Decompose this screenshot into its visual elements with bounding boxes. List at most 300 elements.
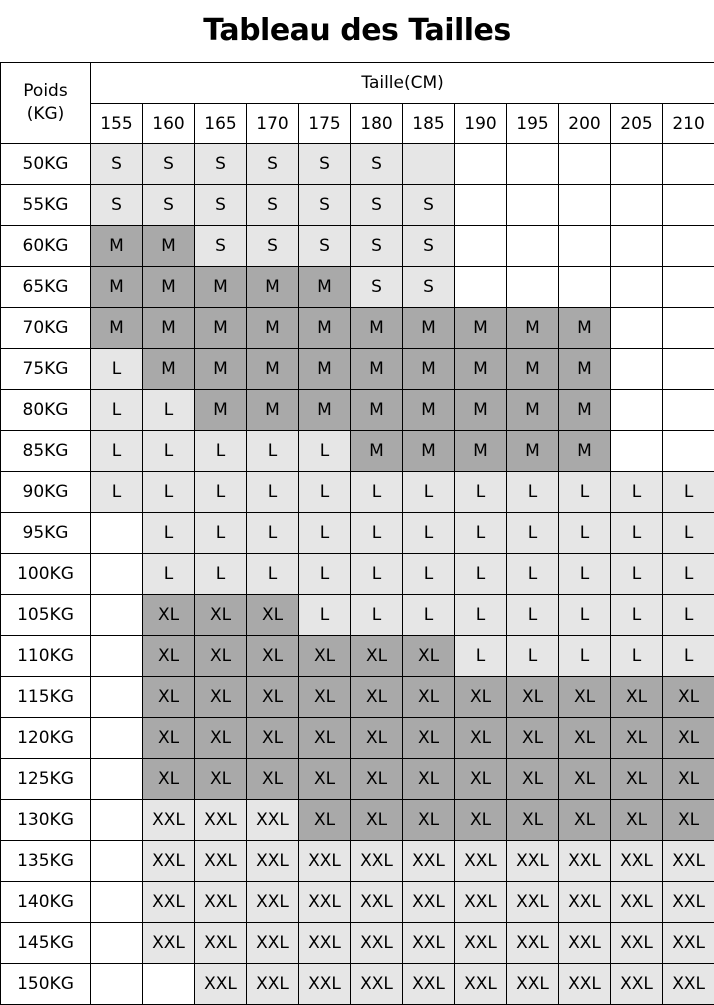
size-cell: XL [455,759,507,800]
weight-cell: 95KG [1,513,91,554]
table-row [1,472,714,513]
size-cell [455,144,507,185]
size-cell [611,349,663,390]
table-row [1,513,714,554]
size-cell: L [455,636,507,677]
size-cell: M [455,308,507,349]
size-cell [663,185,714,226]
table-row [1,800,714,841]
size-cell: L [611,595,663,636]
size-cell [507,185,559,226]
table-row [1,390,714,431]
size-cell: L [247,431,299,472]
weight-cell: 60KG [1,226,91,267]
size-cell [611,185,663,226]
table-row [1,882,714,923]
size-cell: L [403,554,455,595]
size-cell: XXL [507,882,559,923]
size-cell [403,144,455,185]
size-cell [611,431,663,472]
size-cell: L [507,595,559,636]
size-cell: S [195,185,247,226]
size-cell: M [195,349,247,390]
weight-unit: (KG) [26,104,65,124]
height-header-cell: 205 [611,104,663,144]
size-cell: XXL [299,841,351,882]
size-cell: XXL [455,923,507,964]
size-cell [91,841,143,882]
size-cell: M [559,349,611,390]
size-cell: M [351,349,403,390]
size-cell: M [195,267,247,308]
size-cell: S [143,144,195,185]
size-cell: XXL [299,923,351,964]
size-cell: M [143,308,195,349]
size-cell: S [351,185,403,226]
table-row [1,595,714,636]
size-cell: L [351,513,403,554]
size-cell: M [195,308,247,349]
size-cell: XL [455,718,507,759]
size-cell: L [143,472,195,513]
height-header-cell: 210 [663,104,714,144]
size-cell [663,431,714,472]
size-cell: XXL [351,964,403,1005]
size-cell: XXL [403,964,455,1005]
header-row-heights [1,104,714,144]
weight-cell: 150KG [1,964,91,1005]
size-cell: M [559,390,611,431]
weight-cell: 110KG [1,636,91,677]
size-cell: XXL [559,964,611,1005]
size-cell: XXL [299,964,351,1005]
size-cell: L [247,554,299,595]
size-cell: XXL [507,964,559,1005]
size-cell: M [403,308,455,349]
size-cell [611,267,663,308]
height-header-cell: 190 [455,104,507,144]
size-cell: M [403,349,455,390]
weight-cell: 70KG [1,308,91,349]
size-cell: L [507,472,559,513]
size-cell: L [559,554,611,595]
size-cell: XXL [143,800,195,841]
weight-cell: 85KG [1,431,91,472]
size-cell: XL [299,677,351,718]
size-cell: L [351,554,403,595]
size-cell: XL [143,636,195,677]
size-cell: L [455,595,507,636]
height-header-cell: 175 [299,104,351,144]
size-cell: XXL [663,841,714,882]
size-cell: L [663,513,714,554]
size-cell: XL [403,677,455,718]
size-cell: M [299,349,351,390]
table-row [1,841,714,882]
size-cell: L [403,513,455,554]
size-cell: XL [143,595,195,636]
size-cell: S [403,226,455,267]
table-row [1,185,714,226]
size-cell: L [247,513,299,554]
size-cell: L [403,595,455,636]
size-cell: S [91,144,143,185]
weight-cell: 90KG [1,472,91,513]
size-cell: XL [247,636,299,677]
table-row [1,431,714,472]
size-cell: M [91,267,143,308]
size-cell [507,144,559,185]
size-cell: M [91,226,143,267]
size-cell: XL [611,800,663,841]
size-cell: L [351,595,403,636]
size-cell [507,226,559,267]
size-cell: XXL [195,923,247,964]
height-header-cell: 155 [91,104,143,144]
size-cell: XL [403,636,455,677]
size-cell: L [455,472,507,513]
header-row-height-label [1,63,714,104]
size-cell: XL [299,759,351,800]
size-cell: XL [663,677,714,718]
size-cell: XXL [455,964,507,1005]
size-cell [91,718,143,759]
weight-cell: 120KG [1,718,91,759]
size-cell [663,349,714,390]
size-cell: M [559,308,611,349]
weight-cell: 140KG [1,882,91,923]
size-cell: XL [351,718,403,759]
size-cell [91,595,143,636]
size-cell [455,185,507,226]
size-cell: M [455,349,507,390]
size-cell: XL [507,800,559,841]
size-cell: L [351,472,403,513]
size-cell: M [351,431,403,472]
weight-cell: 50KG [1,144,91,185]
size-cell: L [403,472,455,513]
size-cell [455,226,507,267]
size-cell [91,636,143,677]
size-cell: XL [663,759,714,800]
size-cell: L [299,554,351,595]
size-cell: XXL [143,841,195,882]
size-cell: XL [663,800,714,841]
table-row [1,144,714,185]
size-cell [455,267,507,308]
size-cell: XXL [247,882,299,923]
size-cell: L [247,472,299,513]
height-header-cell: 200 [559,104,611,144]
height-header-cell: 165 [195,104,247,144]
size-cell: M [507,349,559,390]
weight-cell: 125KG [1,759,91,800]
size-cell [559,226,611,267]
weight-cell: 80KG [1,390,91,431]
size-cell: M [351,390,403,431]
weight-cell: 100KG [1,554,91,595]
size-cell: M [195,390,247,431]
size-cell: XL [507,759,559,800]
size-cell: XXL [611,841,663,882]
size-cell: M [299,267,351,308]
size-cell [91,964,143,1005]
size-cell: XL [195,636,247,677]
size-cell: XXL [195,964,247,1005]
size-cell: XL [611,718,663,759]
size-cell: L [663,472,714,513]
size-cell: L [299,513,351,554]
size-cell: M [507,431,559,472]
height-header-cell: 185 [403,104,455,144]
size-cell: XXL [559,923,611,964]
weight-cell: 105KG [1,595,91,636]
size-cell: XL [143,718,195,759]
size-cell: XL [403,800,455,841]
size-cell: XL [403,718,455,759]
size-cell: L [299,431,351,472]
size-cell: M [247,267,299,308]
size-cell: L [195,513,247,554]
size-cell: L [299,472,351,513]
table-row [1,718,714,759]
size-cell: XL [247,677,299,718]
size-cell [91,677,143,718]
table-row [1,636,714,677]
size-cell: XL [299,800,351,841]
size-cell: M [143,226,195,267]
weight-cell: 75KG [1,349,91,390]
size-cell [91,800,143,841]
table-row [1,349,714,390]
size-cell: XXL [247,800,299,841]
size-cell: XXL [351,923,403,964]
size-cell: S [299,226,351,267]
page-title: Tableau des Tailles [203,13,511,48]
size-cell: XL [195,759,247,800]
size-cell: M [507,308,559,349]
size-cell: XL [195,595,247,636]
size-cell: S [143,185,195,226]
size-cell: XL [247,595,299,636]
size-cell: M [559,431,611,472]
size-cell [611,226,663,267]
size-cell [507,267,559,308]
size-cell: M [247,390,299,431]
size-cell [91,923,143,964]
size-cell: XXL [247,923,299,964]
size-cell: M [351,308,403,349]
size-cell: XL [351,677,403,718]
height-header-cell: 160 [143,104,195,144]
size-cell: S [403,185,455,226]
size-cell: L [507,513,559,554]
table-row [1,759,714,800]
size-cell: XL [559,800,611,841]
size-cell: L [143,390,195,431]
size-cell: L [299,595,351,636]
size-cell: M [91,308,143,349]
size-cell: XXL [143,923,195,964]
size-cell [559,144,611,185]
size-cell: XXL [663,882,714,923]
size-cell: XL [663,718,714,759]
size-cell: XXL [403,882,455,923]
size-cell [91,882,143,923]
size-cell: XXL [455,882,507,923]
size-cell [663,144,714,185]
size-cell: L [559,595,611,636]
size-cell: XXL [663,964,714,1005]
size-cell: L [559,513,611,554]
size-cell: XL [247,759,299,800]
table-row [1,308,714,349]
size-cell: XL [299,718,351,759]
size-cell: L [455,554,507,595]
size-cell: XXL [195,800,247,841]
size-cell: XL [507,677,559,718]
size-cell: XXL [143,882,195,923]
size-cell: M [143,349,195,390]
size-cell: L [559,636,611,677]
size-cell: S [351,144,403,185]
weight-cell: 55KG [1,185,91,226]
weight-cell: 135KG [1,841,91,882]
size-cell [663,267,714,308]
weight-cell: 130KG [1,800,91,841]
size-cell: L [559,472,611,513]
size-cell: XXL [195,841,247,882]
size-cell: L [611,636,663,677]
size-cell: XXL [559,882,611,923]
size-chart-body [1,144,714,1005]
size-cell [611,308,663,349]
size-cell: L [663,595,714,636]
size-cell: L [195,431,247,472]
size-cell: XL [143,677,195,718]
size-cell: XL [143,759,195,800]
table-row [1,267,714,308]
size-cell: L [507,636,559,677]
size-cell: M [247,308,299,349]
size-cell [611,144,663,185]
size-cell: S [247,226,299,267]
size-cell [663,226,714,267]
size-cell: XL [611,677,663,718]
height-header-cell: 180 [351,104,403,144]
table-row [1,964,714,1005]
size-cell: L [91,390,143,431]
size-cell: L [143,554,195,595]
size-cell: XL [455,800,507,841]
size-cell: S [195,226,247,267]
size-chart-table [0,62,714,1005]
size-cell: XL [351,800,403,841]
size-cell: XL [299,636,351,677]
size-cell [663,390,714,431]
size-cell [559,185,611,226]
size-cell: M [507,390,559,431]
size-cell: M [403,431,455,472]
size-cell: XXL [559,841,611,882]
size-cell: S [351,226,403,267]
size-cell: XXL [403,923,455,964]
size-cell: XXL [351,882,403,923]
size-cell: L [143,513,195,554]
weight-label: Poids [23,81,68,101]
size-cell: XXL [351,841,403,882]
size-cell: XL [559,759,611,800]
size-cell [611,390,663,431]
size-cell: L [507,554,559,595]
size-cell: XXL [195,882,247,923]
height-header-cell: 195 [507,104,559,144]
size-cell: S [403,267,455,308]
size-cell: XL [611,759,663,800]
size-cell: L [611,472,663,513]
weight-column-header [1,63,91,144]
size-cell: XL [559,677,611,718]
size-cell: XL [351,759,403,800]
size-cell: XXL [611,964,663,1005]
size-cell: XL [247,718,299,759]
size-cell: XXL [299,882,351,923]
size-cell: M [455,431,507,472]
size-cell: L [91,349,143,390]
size-cell: S [91,185,143,226]
size-cell: M [247,349,299,390]
weight-cell: 145KG [1,923,91,964]
size-cell: S [351,267,403,308]
size-cell: M [299,308,351,349]
size-cell: S [299,185,351,226]
table-row [1,923,714,964]
table-row [1,554,714,595]
size-cell: XXL [247,841,299,882]
size-cell: XL [455,677,507,718]
size-cell: L [455,513,507,554]
weight-cell: 65KG [1,267,91,308]
size-cell: L [611,513,663,554]
size-cell: XL [351,636,403,677]
size-cell: XL [559,718,611,759]
table-row [1,226,714,267]
size-cell: L [91,431,143,472]
size-cell: M [455,390,507,431]
height-column-header: Taille(CM) [91,63,714,104]
size-cell: L [195,472,247,513]
size-cell: L [663,554,714,595]
size-cell [91,513,143,554]
size-cell: S [247,144,299,185]
size-cell: XXL [611,923,663,964]
size-cell: XXL [247,964,299,1005]
table-row [1,677,714,718]
size-cell: S [195,144,247,185]
size-cell: XXL [507,841,559,882]
size-cell: L [91,472,143,513]
size-cell: XL [195,677,247,718]
size-cell [91,759,143,800]
height-header-cell: 170 [247,104,299,144]
size-cell: M [299,390,351,431]
size-cell: L [663,636,714,677]
size-cell [143,964,195,1005]
size-cell: L [195,554,247,595]
size-cell: L [143,431,195,472]
size-cell: XL [507,718,559,759]
size-cell: XXL [507,923,559,964]
